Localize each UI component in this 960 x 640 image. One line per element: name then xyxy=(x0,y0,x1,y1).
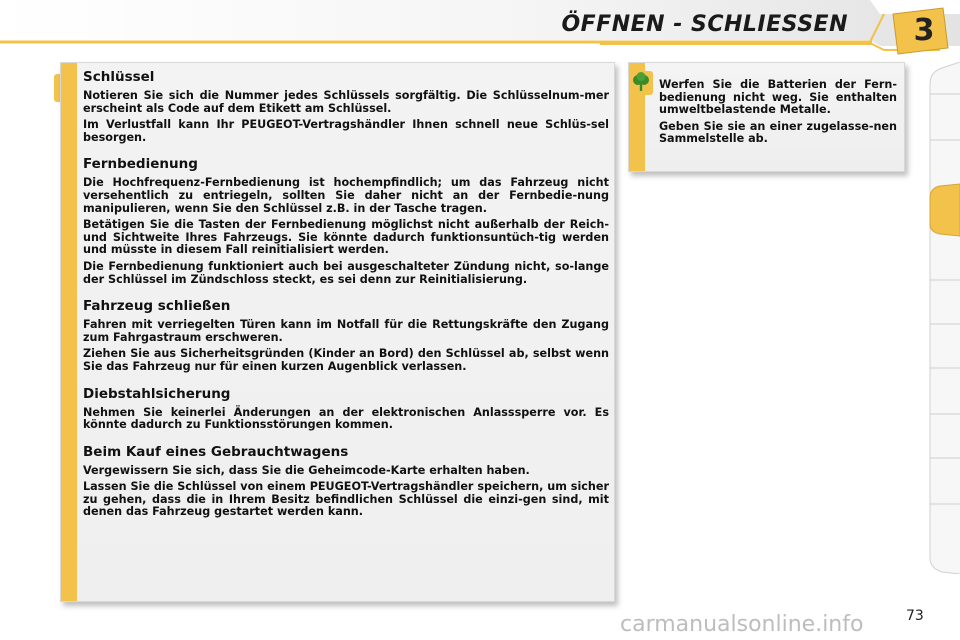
chapter-number: 3 xyxy=(913,12,935,48)
paragraph: Die Hochfrequenz-Fernbedienung ist hochempfindlich; um das Fahrzeug nicht versehentlich zu entriegeln, sollten Sie daher nicht an der Fernbedie-nung manipulieren, wenn Sie den Schlüssel z.B. in der Tasche tragen. xyxy=(83,176,609,215)
panel-content xyxy=(83,67,609,531)
section-diebstahlsicherung xyxy=(83,386,609,432)
paragraph: Ziehen Sie aus Sicherheitsgründen (Kinder an Bord) den Schlüssel ab, selbst wenn Sie das Fahrzeug nur für einen kurzen Augenblick verlassen. xyxy=(83,347,609,373)
active-chapter-tab[interactable] xyxy=(930,184,960,236)
paragraph: Vergewissern Sie sich, dass Sie die Geheimcode-Karte erhalten haben. xyxy=(83,463,530,477)
section-title: Fahrzeug schließen xyxy=(83,298,231,315)
page-number: 73 xyxy=(906,608,924,624)
paragraph: Werfen Sie die Batterien der Fern-bedienung nicht weg. Sie enthalten umweltbelastende Metalle. xyxy=(659,78,897,117)
chapter-tabs xyxy=(928,62,960,574)
section-gebrauchtwagen xyxy=(83,444,609,519)
chapter-title: ÖFFNEN - SCHLIESSEN xyxy=(561,12,848,37)
paragraph: Nehmen Sie keinerlei Änderungen an der elektronischen Anlasssperre vor. Es könnte dadurch zu Funktionsstörungen kommen. xyxy=(83,405,609,432)
page-header xyxy=(0,0,960,58)
eco-tree-icon xyxy=(629,71,653,95)
section-schluessel xyxy=(83,69,609,144)
paragraph: Fahren mit verriegelten Türen kann im Notfall für die Rettungskräfte den Zugang zum Fahrgastraum erschweren. xyxy=(83,318,609,344)
section-title: Beim Kauf eines Gebrauchtwagens xyxy=(83,443,349,460)
paragraph: Notieren Sie sich die Nummer jedes Schlüssels sorgfältig. Die Schlüsselnum-mer erscheint als Code auf dem Etikett am Schlüssel. xyxy=(83,89,609,115)
main-info-panel xyxy=(60,62,615,602)
section-fahrzeug-schliessen xyxy=(83,298,609,373)
panel-accent-bar xyxy=(61,63,77,601)
paragraph: Betätigen Sie die Tasten der Fernbedienung möglichst nicht außerhalb der Reich- und Sichtweite Ihres Fahrzeugs. Sie könnte dadurch funktionsuntüch-tig werden und müsste in diesem Fall reinitialisiert werden. xyxy=(83,218,609,257)
section-title: Schlüssel xyxy=(83,69,155,85)
paragraph: Lassen Sie die Schlüssel von einem PEUGEOT-Vertragshändler speichern, um sicher zu gehen, dass die in Ihrem Besitz befindlichen Schlüssel die einzi-gen sind, mit denen das Fahrzeug gestartet werden kann. xyxy=(83,480,609,519)
section-fernbedienung xyxy=(83,156,609,286)
paragraph: Die Fernbedienung funktioniert auch bei ausgeschalteter Zündung nicht, so-lange der Schlüssel im Zündschloss steckt, es sei denn zur Reinitialisierung. xyxy=(83,259,609,286)
paragraph: Im Verlustfall kann Ihr PEUGEOT-Vertragshändler Ihnen schnell neue Schlüs-sel besorgen. xyxy=(83,118,609,144)
eco-tip-content xyxy=(659,79,897,150)
section-title: Fernbedienung xyxy=(83,156,198,173)
paragraph: Geben Sie sie an einer zugelasse-nen Sammelstelle ab. xyxy=(659,119,897,146)
eco-tip-panel xyxy=(628,62,905,172)
watermark: carmanualsonline.info xyxy=(620,612,864,637)
section-title: Diebstahlsicherung xyxy=(83,385,231,402)
